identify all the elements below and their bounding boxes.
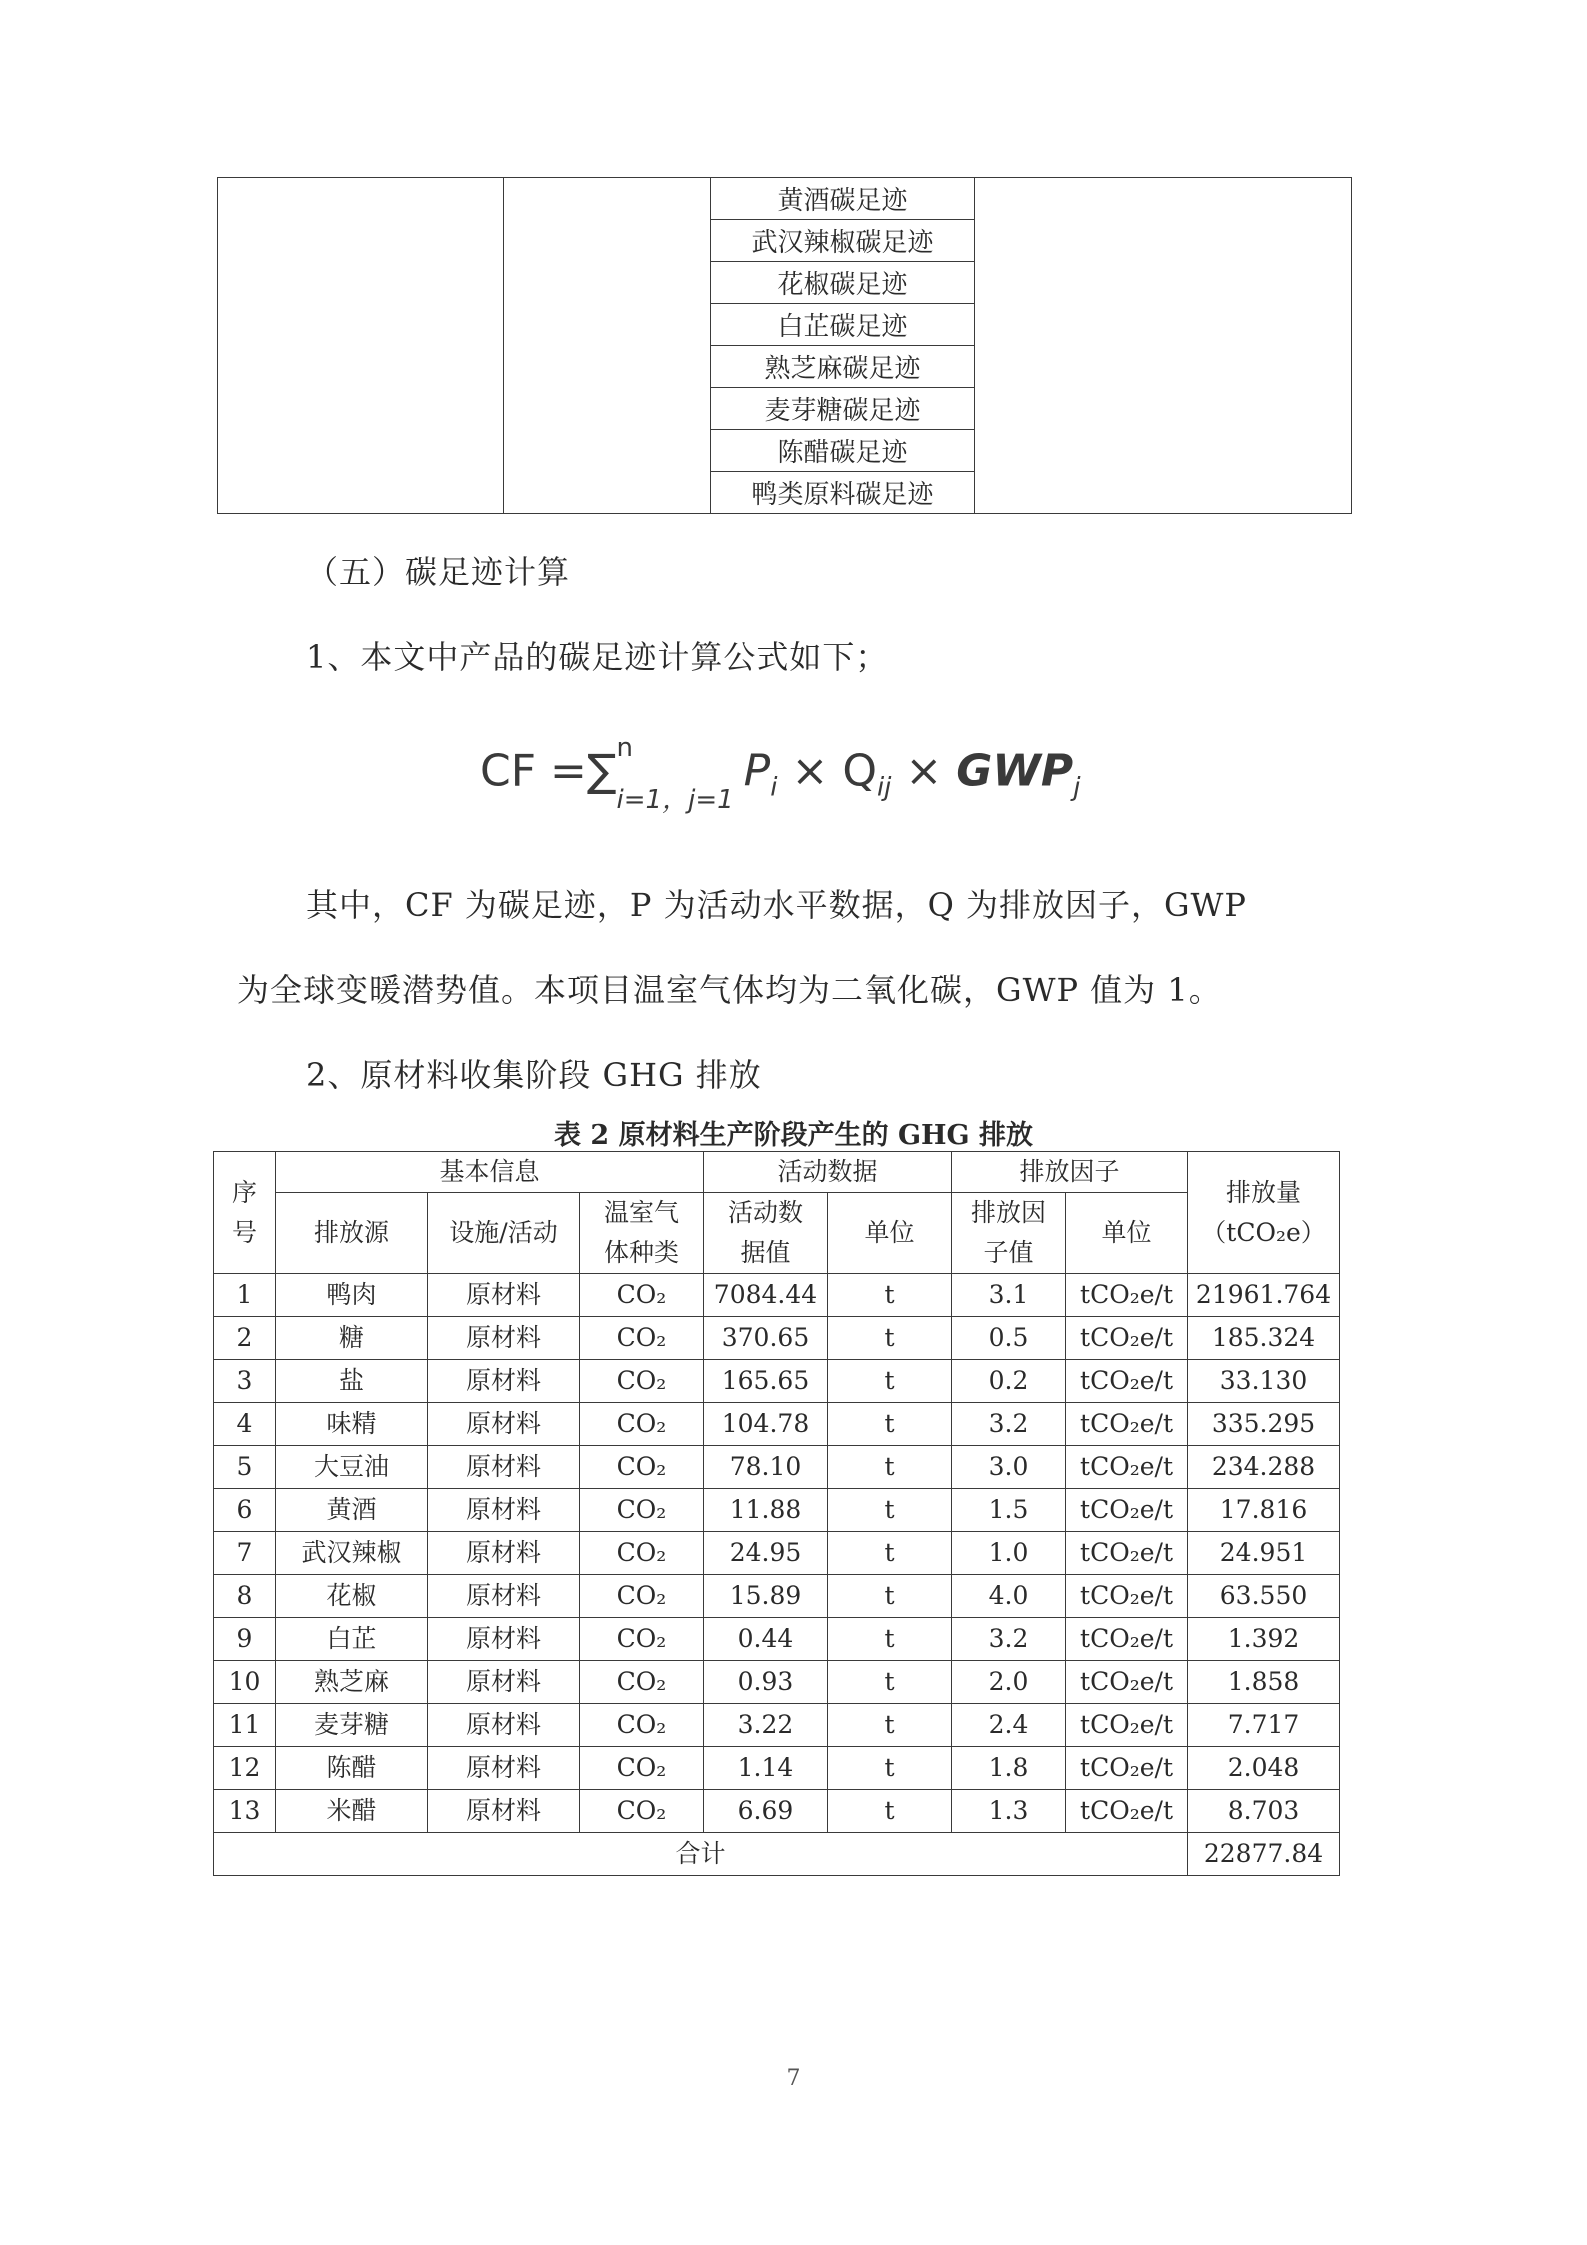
row-factor-unit: tCO₂e/t [1066, 1661, 1188, 1704]
row-factor-unit: tCO₂e/t [1066, 1532, 1188, 1575]
row-gas: CO₂ [580, 1618, 704, 1661]
row-activity-unit: t [828, 1360, 952, 1403]
row-gas: CO₂ [580, 1747, 704, 1790]
row-gas: CO₂ [580, 1575, 704, 1618]
row-activity-value: 3.22 [704, 1704, 828, 1747]
row-source: 鸭肉 [276, 1274, 428, 1317]
row-source: 陈醋 [276, 1747, 428, 1790]
row-activity-unit: t [828, 1618, 952, 1661]
row-factor-value: 3.2 [952, 1618, 1066, 1661]
row-emission: 24.951 [1188, 1532, 1340, 1575]
row-activity-value: 7084.44 [704, 1274, 828, 1317]
row-facility: 原材料 [428, 1446, 580, 1489]
header-factor-value [952, 1193, 1066, 1274]
row-facility: 原材料 [428, 1747, 580, 1790]
row-activity-value: 11.88 [704, 1489, 828, 1532]
blank-col-4 [975, 178, 1352, 514]
formula-q: Q [842, 745, 877, 797]
row-source: 花椒 [276, 1575, 428, 1618]
table-row [214, 1704, 1340, 1747]
formula-times-1: × [791, 745, 829, 797]
table-row [214, 1317, 1340, 1360]
row-activity-unit: t [828, 1747, 952, 1790]
row-factor-value: 3.0 [952, 1446, 1066, 1489]
top-table-item: 熟芝麻碳足迹 [711, 346, 975, 388]
table2-caption: 表 2 原材料生产阶段产生的 GHG 排放 [553, 1120, 1033, 1151]
row-gas: CO₂ [580, 1661, 704, 1704]
row-factor-unit: tCO₂e/t [1066, 1790, 1188, 1833]
row-activity-unit: t [828, 1575, 952, 1618]
top-table-item: 武汉辣椒碳足迹 [711, 220, 975, 262]
row-facility: 原材料 [428, 1489, 580, 1532]
row-facility: 原材料 [428, 1403, 580, 1446]
formula-lhs: CF = [480, 745, 587, 797]
row-factor-value: 1.8 [952, 1747, 1066, 1790]
row-facility: 原材料 [428, 1661, 580, 1704]
row-gas: CO₂ [580, 1790, 704, 1833]
row-seq: 3 [214, 1360, 276, 1403]
formula-intro: 1、本文中产品的碳足迹计算公式如下； [306, 638, 889, 676]
row-gas: CO₂ [580, 1360, 704, 1403]
header-activity-unit: 单位 [828, 1193, 952, 1274]
table-row [214, 1446, 1340, 1489]
row-source: 味精 [276, 1403, 428, 1446]
header-act-value-line1: 活动数 [727, 1198, 803, 1227]
row-gas: CO₂ [580, 1704, 704, 1747]
row-source: 武汉辣椒 [276, 1532, 428, 1575]
blank-col-2 [504, 178, 711, 514]
row-activity-value: 78.10 [704, 1446, 828, 1489]
table-row [214, 1360, 1340, 1403]
row-activity-unit: t [828, 1489, 952, 1532]
row-emission: 185.324 [1188, 1317, 1340, 1360]
row-activity-value: 24.95 [704, 1532, 828, 1575]
row-factor-value: 0.5 [952, 1317, 1066, 1360]
top-table-item: 黄酒碳足迹 [711, 178, 975, 220]
row-factor-value: 1.0 [952, 1532, 1066, 1575]
header-activity-value [704, 1193, 828, 1274]
formula-p: P [743, 745, 771, 797]
carbon-footprint-items-table [217, 177, 1352, 514]
header-emission-factor: 排放因子 [952, 1152, 1188, 1193]
row-factor-value: 2.0 [952, 1661, 1066, 1704]
row-seq: 4 [214, 1403, 276, 1446]
row-activity-value: 15.89 [704, 1575, 828, 1618]
row-factor-unit: tCO₂e/t [1066, 1489, 1188, 1532]
top-table-item: 鸭类原料碳足迹 [711, 472, 975, 514]
row-facility: 原材料 [428, 1532, 580, 1575]
row-factor-value: 1.5 [952, 1489, 1066, 1532]
row-seq: 2 [214, 1317, 276, 1360]
formula-p-sub: i [770, 772, 778, 803]
row-source: 大豆油 [276, 1446, 428, 1489]
row-facility: 原材料 [428, 1360, 580, 1403]
row-activity-value: 370.65 [704, 1317, 828, 1360]
formula-gwp-sub: j [1073, 772, 1081, 803]
row-activity-value: 104.78 [704, 1403, 828, 1446]
row-facility: 原材料 [428, 1317, 580, 1360]
formula-sum-symbol: ∑ [586, 745, 617, 797]
row-activity-unit: t [828, 1532, 952, 1575]
row-seq: 7 [214, 1532, 276, 1575]
row-factor-unit: tCO₂e/t [1066, 1317, 1188, 1360]
table-row [214, 1790, 1340, 1833]
table-row [214, 1489, 1340, 1532]
row-emission: 21961.764 [1188, 1274, 1340, 1317]
header-seq-label: 序号 [232, 1177, 258, 1247]
table-row [214, 1661, 1340, 1704]
header-act-value-line2: 据值 [740, 1238, 791, 1267]
row-activity-value: 1.14 [704, 1747, 828, 1790]
item2-heading: 2、原材料收集阶段 GHG 排放 [306, 1056, 762, 1094]
row-facility: 原材料 [428, 1618, 580, 1661]
row-factor-value: 4.0 [952, 1575, 1066, 1618]
row-factor-unit: tCO₂e/t [1066, 1403, 1188, 1446]
total-value: 22877.84 [1188, 1833, 1340, 1876]
row-seq: 12 [214, 1747, 276, 1790]
row-source: 糖 [276, 1317, 428, 1360]
row-gas: CO₂ [580, 1317, 704, 1360]
row-seq: 13 [214, 1790, 276, 1833]
row-activity-unit: t [828, 1661, 952, 1704]
header-gas-line1: 温室气 [603, 1198, 679, 1227]
row-source: 麦芽糖 [276, 1704, 428, 1747]
row-factor-unit: tCO₂e/t [1066, 1360, 1188, 1403]
row-emission: 1.858 [1188, 1661, 1340, 1704]
header-factor-unit: 单位 [1066, 1193, 1188, 1274]
total-label: 合计 [214, 1833, 1188, 1876]
top-table-item: 麦芽糖碳足迹 [711, 388, 975, 430]
row-factor-unit: tCO₂e/t [1066, 1575, 1188, 1618]
row-factor-unit: tCO₂e/t [1066, 1704, 1188, 1747]
formula-q-sub: ij [876, 772, 892, 803]
row-factor-unit: tCO₂e/t [1066, 1618, 1188, 1661]
header-fac-value-line1: 排放因 [971, 1198, 1047, 1227]
row-activity-unit: t [828, 1704, 952, 1747]
row-factor-value: 3.2 [952, 1403, 1066, 1446]
row-factor-unit: tCO₂e/t [1066, 1747, 1188, 1790]
top-table-item: 白芷碳足迹 [711, 304, 975, 346]
row-source: 白芷 [276, 1618, 428, 1661]
row-activity-unit: t [828, 1446, 952, 1489]
top-table-row [218, 178, 1352, 220]
row-source: 盐 [276, 1360, 428, 1403]
header-emission-unit: （tCO₂e） [1201, 1217, 1326, 1247]
row-factor-value: 3.1 [952, 1274, 1066, 1317]
header-seq [214, 1152, 276, 1274]
row-source: 米醋 [276, 1790, 428, 1833]
row-activity-unit: t [828, 1403, 952, 1446]
top-table-item: 花椒碳足迹 [711, 262, 975, 304]
table-row [214, 1618, 1340, 1661]
page-number: 7 [786, 2066, 801, 2091]
row-seq: 10 [214, 1661, 276, 1704]
row-activity-value: 0.44 [704, 1618, 828, 1661]
row-seq: 5 [214, 1446, 276, 1489]
header-gas-type [580, 1193, 704, 1274]
row-factor-value: 2.4 [952, 1704, 1066, 1747]
row-gas: CO₂ [580, 1489, 704, 1532]
row-factor-unit: tCO₂e/t [1066, 1274, 1188, 1317]
header-basic-info: 基本信息 [276, 1152, 704, 1193]
row-facility: 原材料 [428, 1575, 580, 1618]
header-emission-label: 排放量 [1226, 1177, 1302, 1207]
formula-gwp: GWP [956, 745, 1074, 797]
header-source: 排放源 [276, 1193, 428, 1274]
row-activity-unit: t [828, 1274, 952, 1317]
row-activity-unit: t [828, 1317, 952, 1360]
row-emission: 1.392 [1188, 1618, 1340, 1661]
table-row [214, 1274, 1340, 1317]
row-gas: CO₂ [580, 1274, 704, 1317]
header-facility: 设施/活动 [428, 1193, 580, 1274]
row-source: 黄酒 [276, 1489, 428, 1532]
section-heading: （五）碳足迹计算 [306, 553, 571, 591]
header-fac-value-line2: 子值 [983, 1238, 1034, 1267]
formula-times-2: × [905, 745, 943, 797]
header-activity-data: 活动数据 [704, 1152, 952, 1193]
row-factor-value: 0.2 [952, 1360, 1066, 1403]
row-gas: CO₂ [580, 1532, 704, 1575]
table-row [214, 1575, 1340, 1618]
row-facility: 原材料 [428, 1790, 580, 1833]
ghg-emissions-table [213, 1151, 1340, 1876]
row-seq: 6 [214, 1489, 276, 1532]
row-emission: 17.816 [1188, 1489, 1340, 1532]
row-facility: 原材料 [428, 1704, 580, 1747]
row-activity-value: 165.65 [704, 1360, 828, 1403]
row-factor-unit: tCO₂e/t [1066, 1446, 1188, 1489]
row-emission: 335.295 [1188, 1403, 1340, 1446]
blank-col-1 [218, 178, 504, 514]
row-emission: 33.130 [1188, 1360, 1340, 1403]
row-factor-value: 1.3 [952, 1790, 1066, 1833]
row-emission: 8.703 [1188, 1790, 1340, 1833]
row-seq: 8 [214, 1575, 276, 1618]
row-gas: CO₂ [580, 1446, 704, 1489]
row-gas: CO₂ [580, 1403, 704, 1446]
row-seq: 11 [214, 1704, 276, 1747]
top-table-item: 陈醋碳足迹 [711, 430, 975, 472]
row-source: 熟芝麻 [276, 1661, 428, 1704]
header-emission [1188, 1152, 1340, 1274]
explanation-line-1: 其中，CF 为碳足迹，P 为活动水平数据，Q 为排放因子，GWP [306, 886, 1247, 924]
header-gas-line2: 体种类 [603, 1238, 679, 1267]
row-emission: 7.717 [1188, 1704, 1340, 1747]
row-emission: 2.048 [1188, 1747, 1340, 1790]
row-seq: 1 [214, 1274, 276, 1317]
row-activity-unit: t [828, 1790, 952, 1833]
carbon-footprint-formula [480, 733, 1081, 815]
row-emission: 234.288 [1188, 1446, 1340, 1489]
table-row [214, 1532, 1340, 1575]
formula-upper-limit: n [616, 733, 634, 763]
row-activity-value: 0.93 [704, 1661, 828, 1704]
formula-lower-limit: i=1，j=1 [616, 784, 734, 815]
table-row [214, 1403, 1340, 1446]
row-emission: 63.550 [1188, 1575, 1340, 1618]
row-seq: 9 [214, 1618, 276, 1661]
row-activity-value: 6.69 [704, 1790, 828, 1833]
explanation-line-2: 为全球变暖潜势值。本项目温室气体均为二氧化碳，GWP 值为 1。 [237, 971, 1222, 1009]
row-facility: 原材料 [428, 1274, 580, 1317]
table-row [214, 1747, 1340, 1790]
